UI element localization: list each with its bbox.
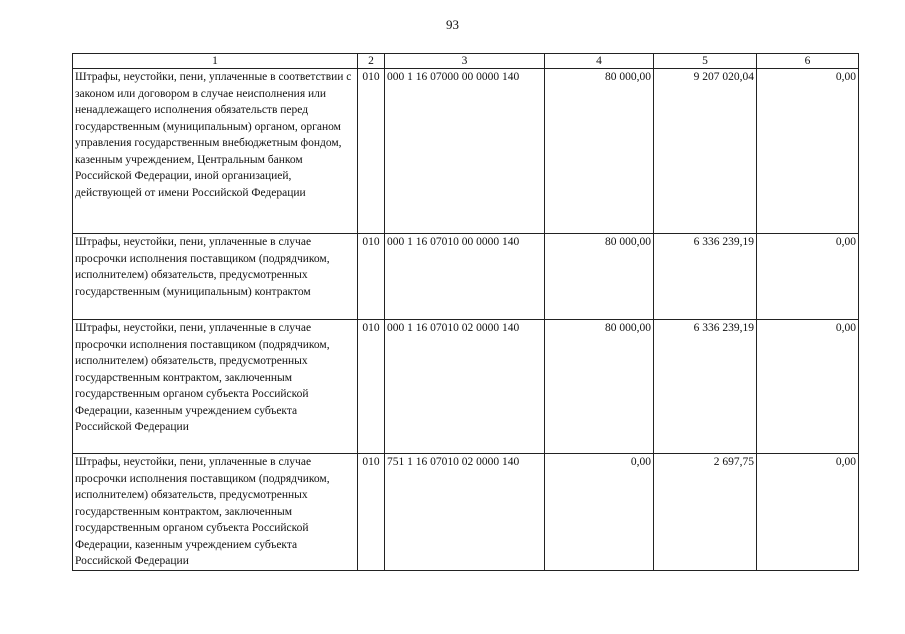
row-value-col4: 80 000,00 [545, 234, 654, 320]
row-value-col4: 80 000,00 [545, 69, 654, 234]
column-header-3: 3 [385, 54, 545, 69]
row-budget-code: 751 1 16 07010 02 0000 140 [385, 454, 545, 571]
row-budget-code: 000 1 16 07010 00 0000 140 [385, 234, 545, 320]
row-value-col6: 0,00 [757, 69, 859, 234]
row-value-col4: 80 000,00 [545, 320, 654, 454]
row-value-col5: 6 336 239,19 [654, 234, 757, 320]
table-row [73, 320, 859, 454]
row-name: Штрафы, неустойки, пени, уплаченные в случае просрочки исполнения поставщиком (подрядчиком, исполнителем) обязательств, предусмотренных государственным контрактом, заключенным государственным органом субъекта Российской Федерации, казенным учреждением субъекта Российской Федерации [73, 320, 358, 454]
table-row [73, 69, 859, 234]
column-header-4: 4 [545, 54, 654, 69]
column-number-row [73, 54, 859, 69]
row-name: Штрафы, неустойки, пени, уплаченные в случае просрочки исполнения поставщиком (подрядчиком, исполнителем) обязательств, предусмотренных государственным (муниципальным) контрактом [73, 234, 358, 320]
column-header-1: 1 [73, 54, 358, 69]
row-line-code: 010 [358, 320, 385, 454]
row-value-col6: 0,00 [757, 454, 859, 571]
column-header-5: 5 [654, 54, 757, 69]
page-number: 93 [446, 17, 459, 32]
row-line-code: 010 [358, 234, 385, 320]
row-budget-code: 000 1 16 07000 00 0000 140 [385, 69, 545, 234]
row-line-code: 010 [358, 454, 385, 571]
column-header-6: 6 [757, 54, 859, 69]
row-line-code: 010 [358, 69, 385, 234]
table-row [73, 234, 859, 320]
row-budget-code: 000 1 16 07010 02 0000 140 [385, 320, 545, 454]
row-value-col5: 9 207 020,04 [654, 69, 757, 234]
revenue-table [72, 53, 859, 571]
row-name: Штрафы, неустойки, пени, уплаченные в соответствии с законом или договором в случае неисполнения или ненадлежащего исполнения обязательств перед государственным (муниципальным) органом, органом управления государственным внебюджетным фондом, казенным учреждением, Центральным банком Российской Федерации, иной организацией, действующей от имени Российской Федерации [73, 69, 358, 234]
row-value-col6: 0,00 [757, 234, 859, 320]
row-value-col4: 0,00 [545, 454, 654, 571]
column-header-2: 2 [358, 54, 385, 69]
row-value-col5: 6 336 239,19 [654, 320, 757, 454]
row-value-col5: 2 697,75 [654, 454, 757, 571]
row-name: Штрафы, неустойки, пени, уплаченные в случае просрочки исполнения поставщиком (подрядчиком, исполнителем) обязательств, предусмотренных государственным контрактом, заключенным государственным органом субъекта Российской Федерации, казенным учреждением субъекта Российской Федерации [73, 454, 358, 571]
row-value-col6: 0,00 [757, 320, 859, 454]
table-row [73, 454, 859, 571]
